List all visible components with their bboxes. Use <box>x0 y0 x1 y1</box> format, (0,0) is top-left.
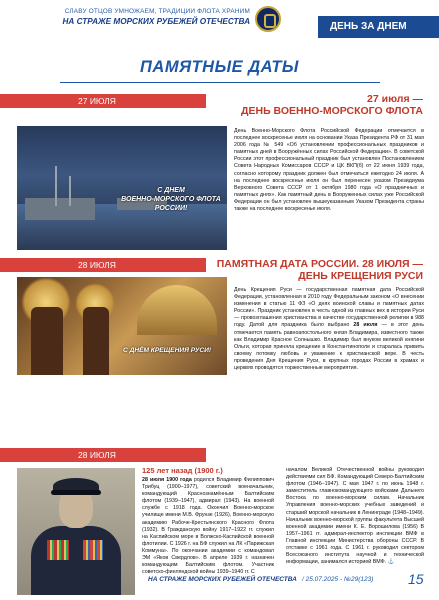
article-text-part: родился Владимир Филиппович Трибуц (1900–1977), советский военачальник, командующий Краснознамённым Балтийским флотом (1939–1947), адмирал (1943). На военной службе с 1918 года. Окончил Военно-морское училище имени М.В. Фрунзе (1926), Военно-морскую академию Рабоче-Крестьянского Красного Флота (1932). В Гражданскую войну 1917–1922 гг. служил на Каспийском море в Волжско-Каспийской военной флотилии. С 1926 г. на БФ служил на ЛК «Парижская Коммуна». По окончании академии с командовал ЭМ «Яков Свердлов». В апреле 1939 г. назначен командующим Балтийским флотом. Участник советско-финляндской войны 1939–1940 гг. С <box>142 477 274 576</box>
article-title-navy-day <box>222 93 423 117</box>
article-text-bold: 28 июля <box>353 322 378 329</box>
article-text-part: День Крещения Руси — государственная памятная дата Российской Федерации, установленная в 2010 году Федеральным законом «О внесении изменения в статью 11 ФЗ «О днях воинской славы и памятных датах России». Праздник установлен в честь одной из главных вех в истории Руси — провозглашения христианства в качестве государственной религии в 988 году. Датой для праздника было выбрано <box>234 287 424 329</box>
cap-visor-shape <box>51 490 101 495</box>
page-header <box>0 0 439 48</box>
tributs-portrait <box>17 468 135 595</box>
article-text-tributs-col1 <box>142 477 274 589</box>
navy-day-image-caption <box>117 186 225 226</box>
anniversary-label: 125 лет назад (1900 г.) <box>142 466 223 475</box>
caption-line1: С ДНЕМ <box>157 187 185 194</box>
article-text-navy-day: День Военно-Морского Флота Российской Федерации отмечается в последнее воскресенье июля на основании Указа Президента РФ от 31 мая 2006 года № 549 «Об установлении профессиональных праздников и памятных дней в Вооружённых силах Российской Федерации». В советской России этот профессиональный праздник был установлен Постановлением Совета Народных Комиссаров СССР и ЦК ВКП(б) от 22 июня 1939 года, согласно которому праздник должен был отмечаться ежегодно 24 июля. А на последнее воскресенье июля он был перенесен указом Президиума Верховного Совета СССР от 1 октября 1980 года «О праздничных и памятных днях». Как памятный день в Вооруженных силах уже Российской Федерации он был установлен вышеуказанным Указом Президента страны также на последнее воскресенье июля. <box>234 128 424 213</box>
article-title-line2: ДЕНЬ ВОЕННО-МОРСКОГО ФЛОТА <box>241 105 423 117</box>
header-paper-title: НА СТРАЖЕ МОРСКИХ РУБЕЖЕЙ ОТЕЧЕСТВА <box>62 17 250 26</box>
baptism-image <box>17 277 227 375</box>
date-band-baptism: 28 ИЮЛЯ <box>0 258 206 272</box>
article-title-line1: 27 июля — <box>367 93 423 105</box>
navy-emblem-icon <box>255 6 281 32</box>
navy-day-image <box>17 126 227 250</box>
medals-shape <box>83 540 103 560</box>
header-motto: СЛАВУ ОТЦОВ УМНОЖАЕМ, ТРАДИЦИИ ФЛОТА ХРАНИМ <box>64 8 250 15</box>
article-text-tributs-col2: началом Великой Отечественной войны руководил действиями сил БФ. Командующий Северо-Балтийским флотом (1946–1947). С мая 1947 г. по июнь 1948 г. заместитель главнокомандующего войсками Дальнего Востока по военно-морским силам. Начальник Управления военно-морских учебных заведений и старший морской начальник в Ленинграде (1948–1949). Начальник военно-морской группы факультета Высшей военной академии имени К. Е. Ворошилова (1956) В 1957–1961 гг. адмирал-инспектор инспекции ВМФ в Главной инспекции Министерства обороны СССР. В отставке с 1961 года. С 1961 г. руководил сектором Всесоюзного института научной и технической информации, занимался историей ВМФ. ⚓ <box>286 467 424 566</box>
mast-shape <box>55 166 57 206</box>
baptism-image-caption: С ДНЁМ КРЕЩЕНИЯ РУСИ! <box>122 347 212 354</box>
article-title-baptism <box>212 258 423 282</box>
page-footer <box>0 571 439 600</box>
date-band-tributs: 28 ИЮЛЯ <box>0 448 206 462</box>
section-label: ДЕНЬ ЗА ДНЕМ <box>318 16 439 38</box>
saint-figure-shape <box>83 307 109 375</box>
article-text-part: — в этот день отмечается память равноапостольного князя Владимира, известного также как Владимир Красное Солнышко. Владимир был внуком великой княгини Ольги, которая приняла крещение в Константинополе и старалась привить своему потомку любовь и уважение к христианской вере. В честь проведения Дня Крещения Руси, в крупных городах России в храмах и церквях проводятся торжественные мероприятия. <box>234 322 424 372</box>
ship-shape <box>25 198 95 220</box>
article-title-line1: ПАМЯТНАЯ ДАТА РОССИИ. 28 ИЮЛЯ — <box>216 258 423 270</box>
page-number: 15 <box>408 571 424 587</box>
footer-paper-name: НА СТРАЖЕ МОРСКИХ РУБЕЖЕЙ ОТЕЧЕСТВА <box>148 576 297 583</box>
footer-issue-date: / 25.07.2025 - №29(123) <box>302 576 374 583</box>
date-band-navy-day: 27 ИЮЛЯ <box>0 94 206 108</box>
title-divider <box>60 82 380 83</box>
medals-shape <box>47 540 69 560</box>
saint-figure-shape <box>31 307 63 375</box>
caption-line2: ВОЕННО-МОРСКОГО ФЛОТА РОССИИ! <box>121 196 221 212</box>
page-title: ПАМЯТНЫЕ ДАТЫ <box>140 58 299 76</box>
article-title-line2: ДЕНЬ КРЕЩЕНИЯ РУСИ <box>298 270 423 282</box>
article-text-baptism <box>234 287 424 379</box>
mast-shape <box>69 176 71 206</box>
uniform-shape <box>31 526 121 595</box>
article-text-bold: 28 июля 1900 года <box>142 477 192 483</box>
church-domes-shape <box>137 285 217 335</box>
